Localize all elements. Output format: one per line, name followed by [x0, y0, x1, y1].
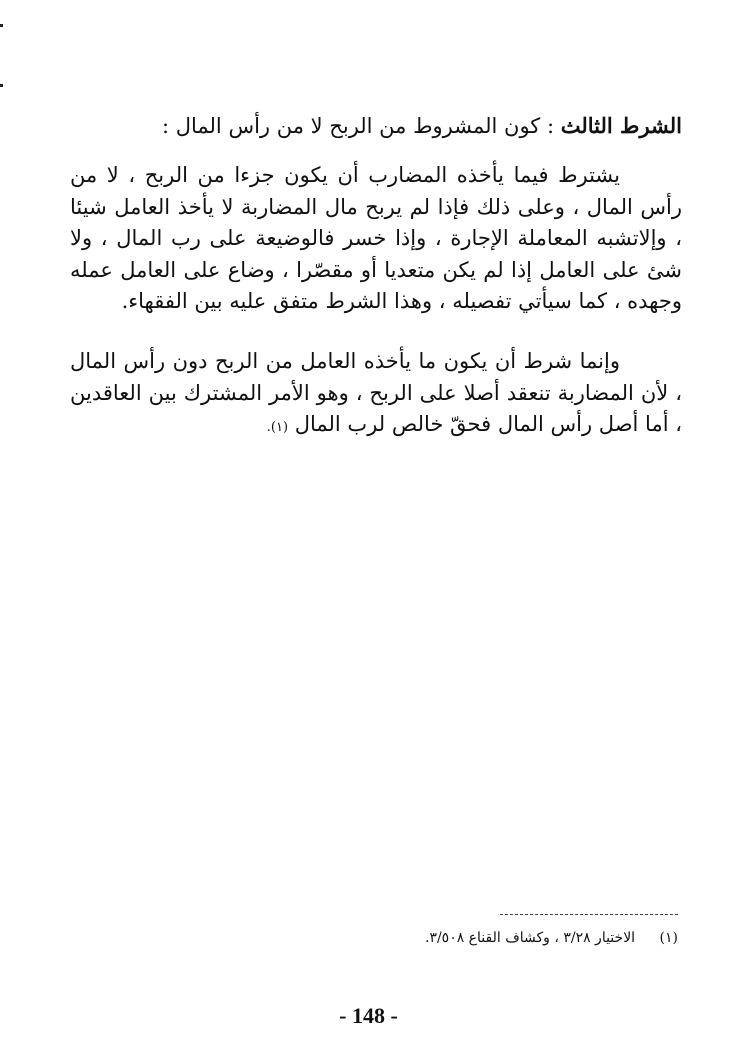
- paragraph-2-text: وإنما شرط أن يكون ما يأخذه العامل من الربح دون رأس المال ، لأن المضاربة تنعقد أصلا على الربح ، وهو الأمر المشترك بين العاقدين ، أما أصل رأس المال فحقّ خالص لرب المال: [70, 349, 682, 436]
- footnote-number: (١): [659, 930, 678, 946]
- footnote-text: الاختيار ٣/٢٨ ، وكشاف القناع ٣/٥٠٨.: [424, 930, 636, 946]
- section-heading: [70, 110, 682, 143]
- scan-mark: [0, 84, 3, 87]
- page-number: - 148 -: [339, 1003, 398, 1028]
- footnote-reference: (١).: [266, 420, 289, 435]
- paragraph-2: [70, 346, 682, 444]
- footnote-separator: [500, 914, 678, 915]
- section-heading-subtitle: : كون المشروط من الربح لا من رأس المال :: [161, 114, 561, 138]
- section-heading-title: الشرط الثالث: [560, 113, 682, 138]
- scan-mark: [0, 24, 3, 27]
- footnote: [300, 927, 678, 949]
- paragraph-1: يشترط فيما يأخذه المضارب أن يكون جزءا من الربح ، لا من رأس المال ، وعلى ذلك فإذا لم يربح مال المضاربة لا يأخذ العامل شيئا ، وإلاتشبه المعاملة الإجارة ، وإذا خسر فالوضيعة على رب المال ، ولا شئ على العامل إذا لم يكن متعديا أو مقصّرا ، وضاع على العامل عمله وجهده ، كما سيأتي تفصيله ، وهذا الشرط متفق عليه بين الفقهاء.: [70, 163, 682, 313]
